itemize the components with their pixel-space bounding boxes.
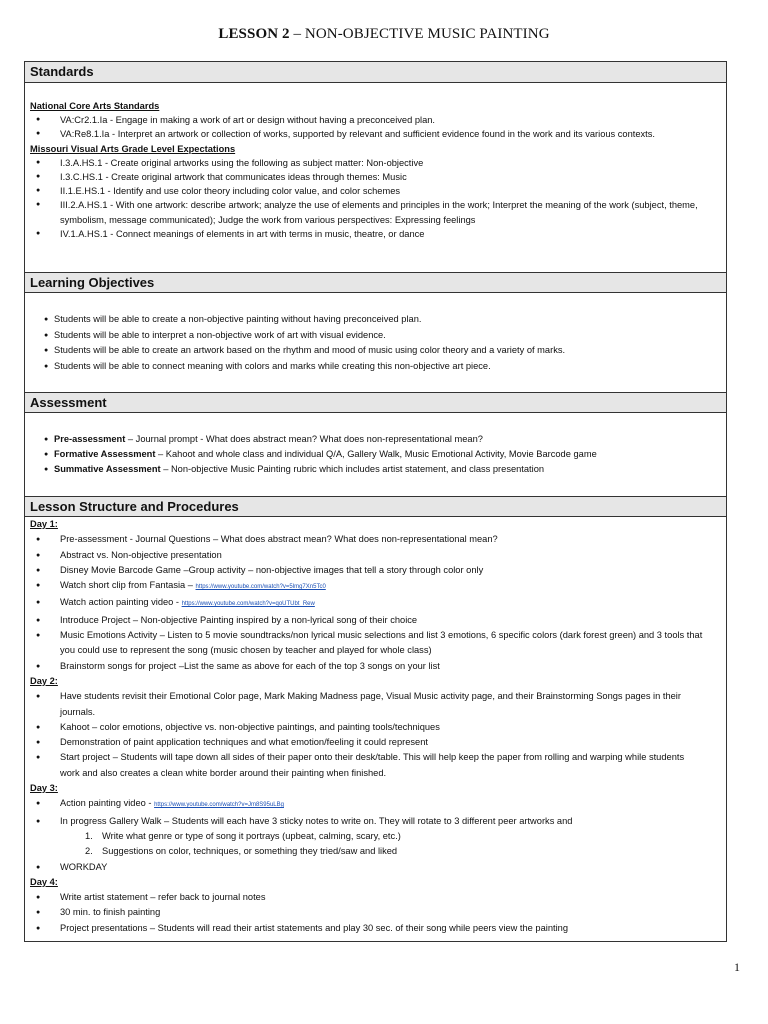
fantasia-link[interactable]: https://www.youtube.com/watch?v=5lmg7Xn5Tc0 (195, 584, 326, 591)
list-item (30, 595, 726, 612)
list-item: ● I.3.C.HS.1 - Create original artwork that communicates ideas through themes: Music (30, 170, 726, 184)
list-item: ● Start project – Students will tape down all sides of their paper onto their desk/table. This will help keep the paper from rolling and warping while students work and also creates a clean white border around their painting when finished. (30, 750, 726, 781)
action-video-link[interactable]: https://www.youtube.com/watch?v=Jm8S95uLBg (154, 802, 284, 809)
list-item: ● Students will be able to create an artwork based on the rhythm and mood of music using color theory and a variety of marks. (30, 343, 726, 359)
standards-heading: Standards (25, 62, 726, 83)
list-item: ● Project presentations – Students will read their artist statements and play 30 sec. of their song while peers view the painting (30, 921, 726, 936)
list-item: ● Students will be able to connect meaning with colors and marks while creating this non-objective art piece. (30, 359, 726, 375)
list-item: ● Kahoot – color emotions, objective vs. non-objective paintings, and painting tools/techniques (30, 720, 726, 735)
item-text: Write what genre or type of song it portrays (upbeat, calming, scary, etc.) (102, 830, 401, 841)
list-item (30, 462, 726, 477)
item-text: Suggestions on color, techniques, or something they tried/saw and liked (102, 846, 398, 857)
day-3-label: Day 3: (30, 783, 58, 794)
missouri-standards-heading: Missouri Visual Arts Grade Level Expectations (30, 143, 236, 154)
procedures-heading: Lesson Structure and Procedures (25, 496, 726, 517)
assessment-label: Formative Assessment (54, 449, 156, 460)
objectives-heading: Learning Objectives (25, 272, 726, 293)
lesson-table (24, 61, 727, 942)
list-item: ● Students will be able to create a non-objective painting without having preconceived plan. (30, 312, 726, 328)
fantasia-text: Watch short clip from Fantasia – (60, 580, 196, 591)
numbered-item (30, 844, 726, 859)
numbered-item (30, 829, 726, 844)
list-item: ● I.3.A.HS.1 - Create original artworks using the following as subject matter: Non-objective (30, 156, 726, 170)
assessment-text: – Journal prompt - What does abstract mean? What does non-representational mean? (125, 434, 483, 444)
page-title (0, 26, 768, 43)
assessment-text: – Non-objective Music Painting rubric which includes artist statement, and class presentation (160, 464, 545, 475)
assessment-text: – Kahoot and whole class and individual Q/A, Gallery Walk, Music Emotional Activity, Movie Barcode game (155, 449, 597, 460)
lesson-title: – NON-OBJECTIVE MUSIC PAINTING (289, 26, 550, 42)
list-item: ● VA:Re8.1.Ia - Interpret an artwork or collection of works, supported by relevant and sufficient evidence found in the work and its various contexts. (30, 127, 726, 141)
action-video-text: Watch action painting video - (60, 597, 182, 608)
assessment-label: Summative Assessment (54, 464, 161, 475)
action-video-text: Action painting video - (60, 798, 155, 809)
page-number: 1 (734, 960, 740, 974)
day-2-label: Day 2: (30, 675, 58, 686)
list-item: ● VA:Cr2.1.Ia - Engage in making a work of art or design without having a preconceived plan. (30, 113, 726, 127)
list-item: ● Brainstorm songs for project –List the same as above for each of the top 3 songs on your list (30, 659, 726, 674)
assessment-heading: Assessment (25, 392, 726, 413)
list-item: ● Write artist statement – refer back to journal notes (30, 890, 726, 905)
day-4-label: Day 4: (30, 876, 58, 887)
objectives-section (25, 272, 726, 374)
list-item: ● II.1.E.HS.1 - Identify and use color theory including color value, and color schemes (30, 184, 726, 198)
list-item (30, 578, 726, 595)
list-item: ● Demonstration of paint application techniques and what emotion/feeling it could represent (30, 735, 726, 750)
lesson-number: LESSON 2 (218, 26, 290, 42)
assessment-section (25, 392, 726, 478)
list-item: ● Pre-assessment - Journal Questions – What does abstract mean? What does non-representational mean? (30, 532, 726, 547)
list-item: ● In progress Gallery Walk – Students will each have 3 sticky notes to write on. They will rotate to 3 different peer artworks and (30, 814, 726, 829)
list-item: ● Abstract vs. Non-objective presentation (30, 548, 726, 563)
list-item: ● Introduce Project – Non-objective Painting inspired by a non-lyrical song of their choice (30, 613, 726, 628)
day-1-label: Day 1: (30, 519, 58, 529)
procedures-section (25, 496, 726, 936)
list-item: ● Music Emotions Activity – Listen to 5 movie soundtracks/non lyrical music selections and list 3 emotions, 6 specific colors (dark forest green) and 3 tools that you could use to represent the song (music chosen by teacher and played for whole class) (30, 628, 726, 659)
list-item (30, 432, 726, 447)
list-item: ● WORKDAY (30, 860, 726, 875)
list-item: ● 30 min. to finish painting (30, 905, 726, 920)
standards-section (25, 62, 726, 241)
list-item (30, 796, 726, 813)
list-item: ● Disney Movie Barcode Game –Group activity – non-objective images that tell a story through color only (30, 563, 726, 578)
national-standards-heading: National Core Arts Standards (30, 101, 160, 111)
item-number: 1. (85, 830, 93, 841)
assessment-label: Pre-assessment (54, 434, 126, 444)
list-item (30, 447, 726, 462)
list-item: ● Have students revisit their Emotional Color page, Mark Making Madness page, Visual Music activity page, and their Brainstorming Songs pages in their journals. (30, 689, 726, 720)
item-number: 2. (85, 846, 93, 857)
list-item: ● III.2.A.HS.1 - With one artwork: describe artwork; analyze the use of elements and principles in the work; Interpret the meaning of the work (subject, theme, symbolism, message communicated); Judge the work from various perspectives: Expressing feelings (30, 198, 726, 226)
action-video-link[interactable]: https://www.youtube.com/watch?v=qoUTUbt_Rew (181, 601, 315, 608)
list-item: ● Students will be able to interpret a non-objective work of art with visual evidence. (30, 328, 726, 344)
list-item: ● IV.1.A.HS.1 - Connect meanings of elements in art with terms in music, theatre, or dance (30, 227, 726, 241)
